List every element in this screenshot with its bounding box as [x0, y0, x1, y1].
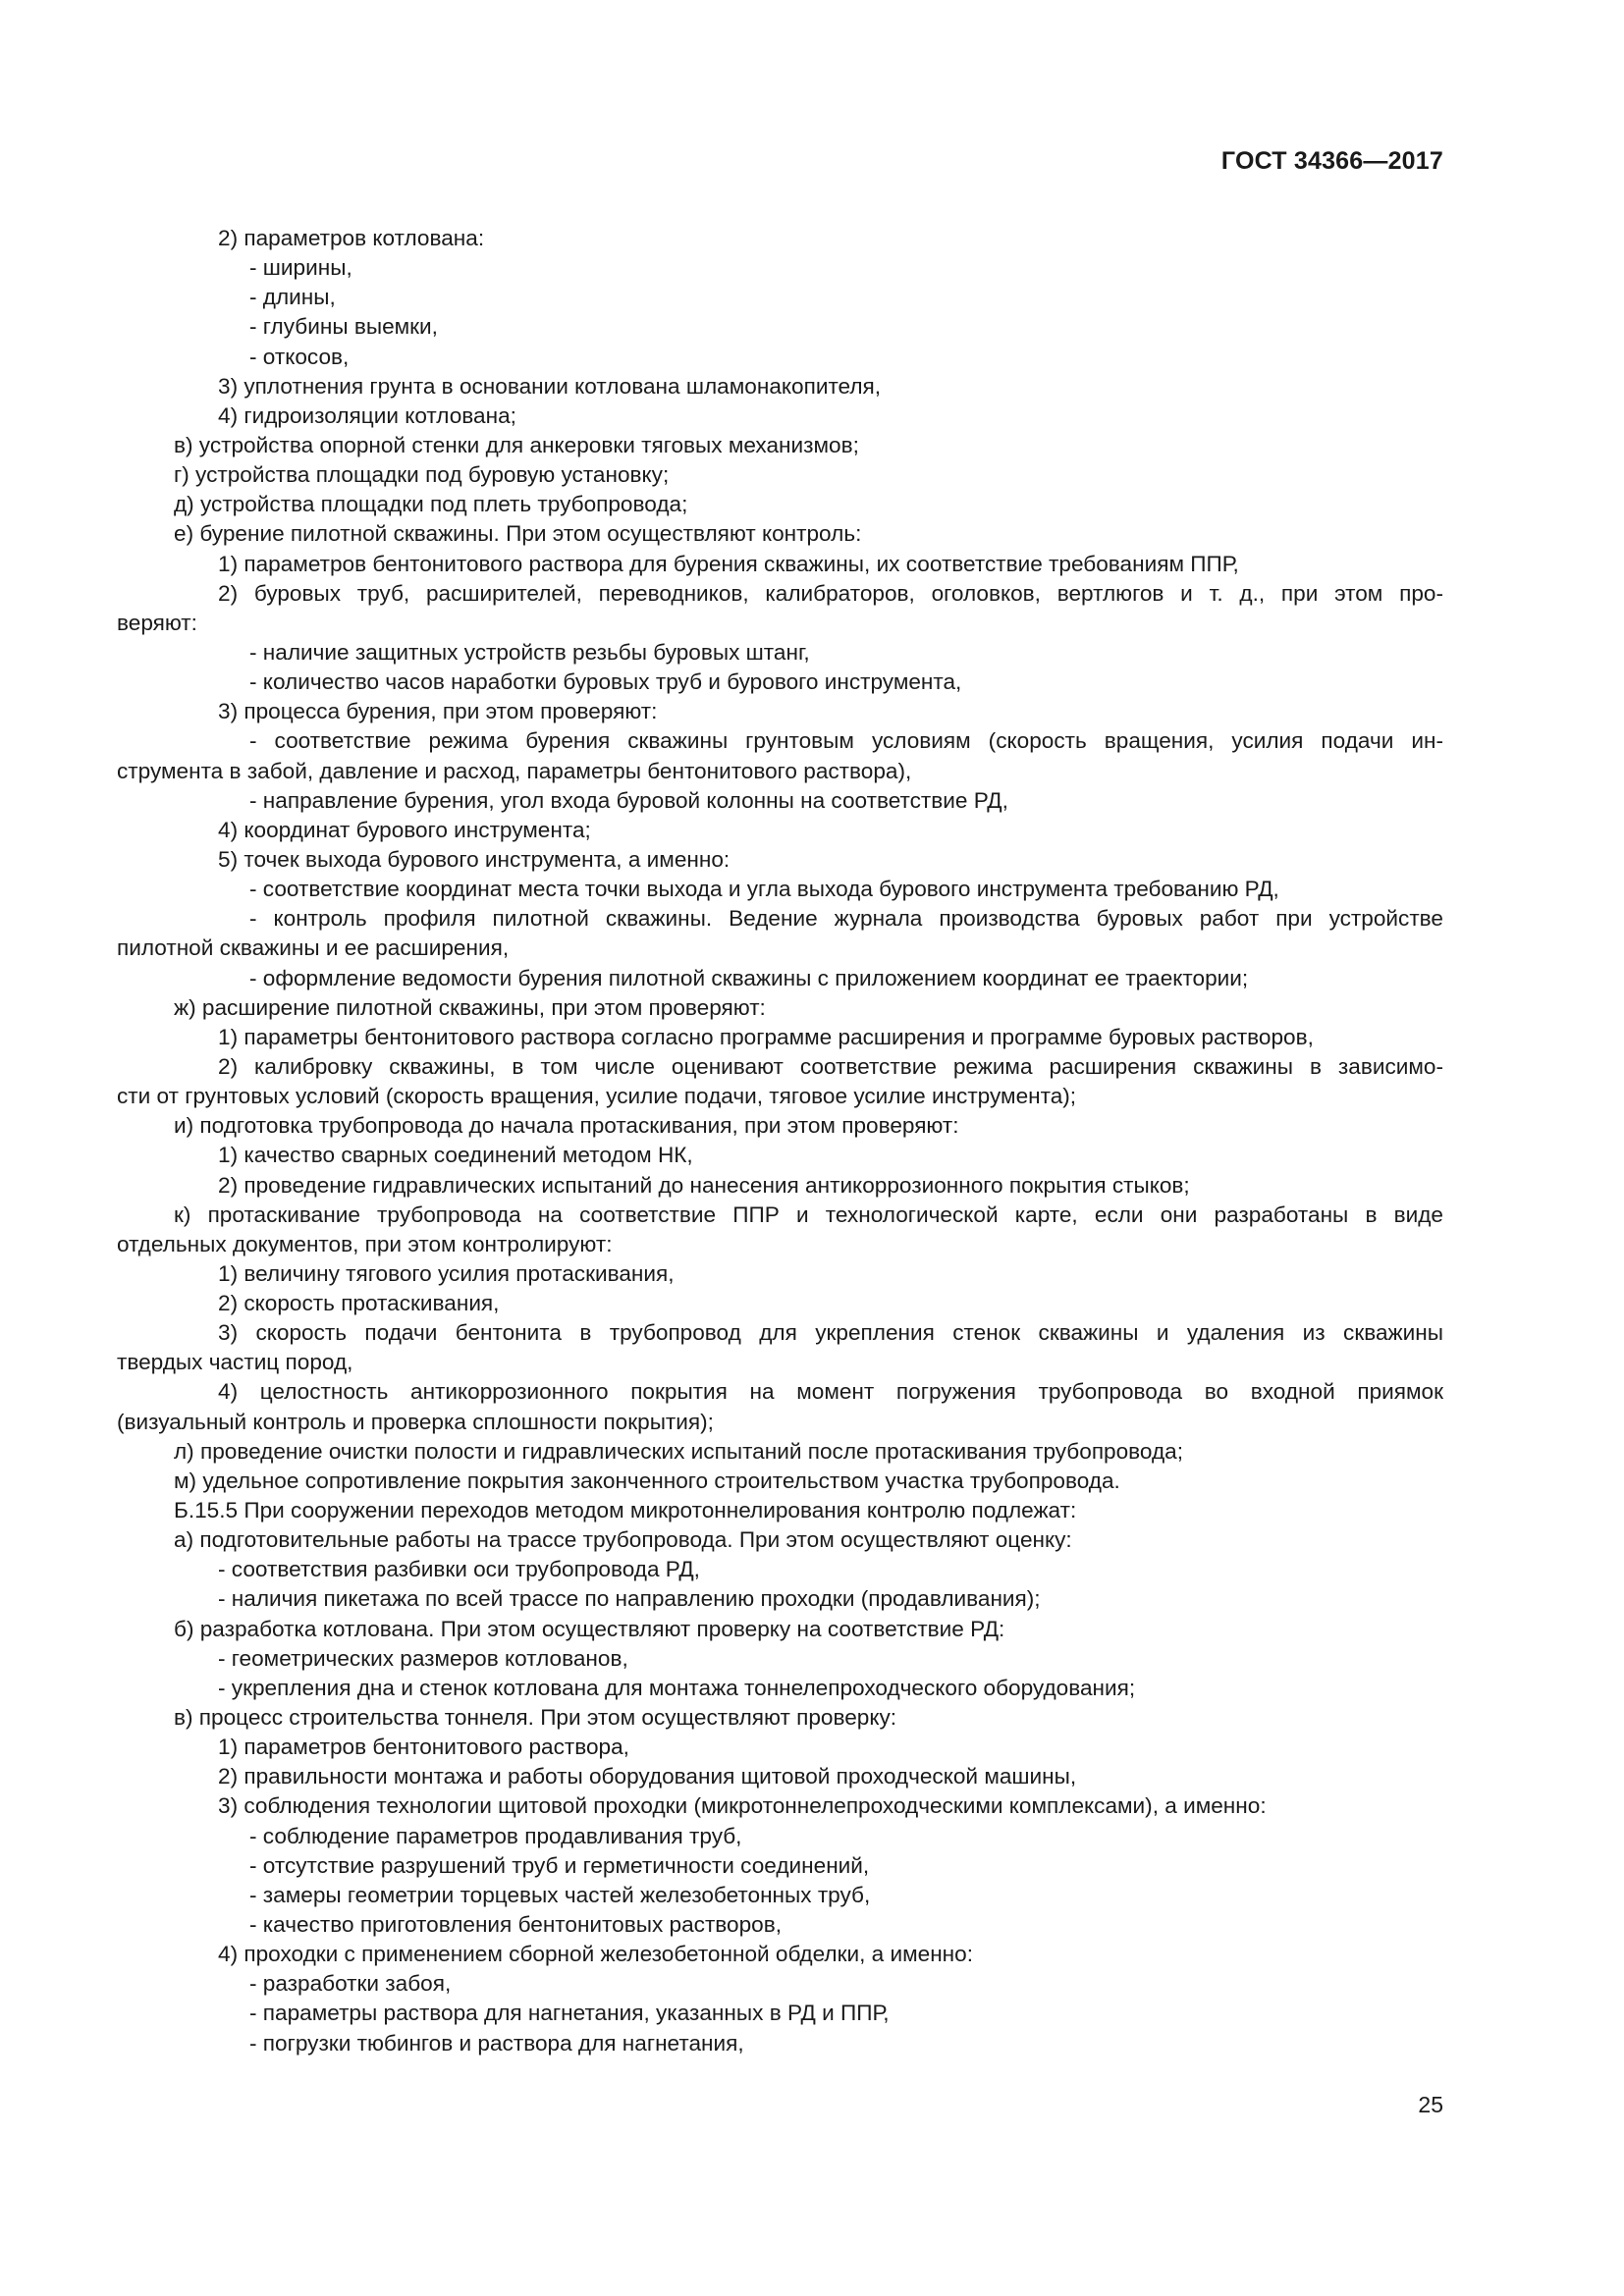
- text-line: струмента в забой, давление и расход, параметры бентонитового раствора),: [117, 758, 912, 783]
- text-line: м) удельное сопротивление покрытия законченного строительством участка трубопровода.: [174, 1468, 1120, 1493]
- text-line: 2) калибровку скважины, в том числе оценивают соответствие режима расширения скважины в зависимо-: [218, 1053, 1443, 1079]
- text-line: - глубины выемки,: [249, 314, 438, 340]
- text-line: твердых частиц пород,: [117, 1350, 353, 1375]
- text-line: в) устройства опорной стенки для анкеровки тяговых механизмов;: [174, 432, 859, 457]
- text-line: 4) гидроизоляции котлована;: [218, 402, 516, 428]
- text-line: к) протаскивание трубопровода на соответствие ППР и технологической карте, если они разработаны в виде: [174, 1201, 1443, 1227]
- text-line: - геометрических размеров котлованов,: [218, 1645, 628, 1671]
- text-line: 2) параметров котлована:: [218, 226, 485, 250]
- text-line: 1) параметров бентонитового раствора,: [218, 1735, 629, 1760]
- text-line: б) разработка котлована. При этом осуществляют проверку на соответствие РД:: [174, 1616, 1005, 1641]
- text-line: а) подготовительные работы на трассе трубопровода. При этом осуществляют оценку:: [174, 1527, 1072, 1553]
- text-line: 1) параметры бентонитового раствора согласно программе расширения и программе буровых растворов,: [218, 1024, 1314, 1049]
- text-line: 4) проходки с применением сборной железобетонной обделки, а именно:: [218, 1942, 974, 1967]
- text-line: - параметры раствора для нагнетания, указанных в РД и ППР,: [249, 2001, 890, 2026]
- text-line: - отсутствие разрушений труб и герметичности соединений,: [249, 1852, 870, 1878]
- text-line: 2) буровых труб, расширителей, переводников, калибраторов, оголовков, вертлюгов и т. д., при этом про-: [218, 580, 1443, 606]
- text-line: г) устройства площадки под буровую установку;: [174, 462, 670, 488]
- text-line: 5) точек выхода бурового инструмента, а именно:: [218, 846, 731, 872]
- text-line: пилотной скважины и ее расширения,: [117, 935, 510, 961]
- text-line: - количество часов наработки буровых труб и бурового инструмента,: [249, 669, 962, 695]
- text-line: - погрузки тюбингов и раствора для нагнетания,: [249, 2030, 744, 2056]
- page-number: 25: [1418, 2092, 1443, 2117]
- text-line: - оформление ведомости бурения пилотной скважины с приложением координат ее траектории;: [249, 965, 1249, 990]
- text-line: ж) расширение пилотной скважины, при этом проверяют:: [174, 994, 766, 1020]
- text-line: 3) скорость подачи бентонита в трубопровод для укрепления стенок скважины и удаления из скважины: [218, 1320, 1443, 1346]
- text-line: 2) скорость протаскивания,: [218, 1291, 500, 1316]
- text-line: 4) координат бурового инструмента;: [218, 817, 591, 842]
- text-line: - длины,: [249, 285, 336, 310]
- text-line: - соответствие режима бурения скважины грунтовым условиям (скорость вращения, усилия подачи ин-: [249, 728, 1443, 754]
- text-line: Б.15.5 При сооружении переходов методом микротоннелирования контролю подлежат:: [174, 1498, 1077, 1523]
- text-line: д) устройства площадки под плеть трубопровода;: [174, 492, 688, 517]
- text-line: - разработки забоя,: [249, 1971, 452, 1997]
- text-line: 3) уплотнения грунта в основании котлована шламонакопителя,: [218, 373, 882, 399]
- text-line: сти от грунтовых условий (скорость вращения, усилие подачи, тяговое усилие инструмента);: [117, 1084, 1077, 1109]
- text-line: - соответствие координат места точки выхода и угла выхода бурового инструмента требованию РД,: [249, 877, 1279, 902]
- text-line: - соответствия разбивки оси трубопровода РД,: [218, 1557, 700, 1582]
- text-line: - наличия пикетажа по всей трассе по направлению проходки (продавливания);: [218, 1586, 1041, 1612]
- text-line: 3) соблюдения технологии щитовой проходки (микротоннелепроходческими комплексами), а именно:: [218, 1793, 1267, 1819]
- text-line: - качество приготовления бентонитовых растворов,: [249, 1912, 783, 1938]
- text-line: в) процесс строительства тоннеля. При этом осуществляют проверку:: [174, 1705, 897, 1731]
- document-body: [117, 224, 1443, 2058]
- document-header-code: ГОСТ 34366—2017: [1220, 147, 1443, 175]
- text-line: - ширины,: [249, 255, 352, 281]
- text-line: (визуальный контроль и проверка сплошности покрытия);: [117, 1409, 714, 1434]
- text-line: отдельных документов, при этом контролируют:: [117, 1231, 613, 1256]
- text-line: - контроль профиля пилотной скважины. Ведение журнала производства буровых работ при устройстве: [249, 906, 1443, 932]
- text-line: 4) целостность антикоррозионного покрытия на момент погружения трубопровода во входной приямок: [218, 1379, 1443, 1405]
- text-line: 1) качество сварных соединений методом НК,: [218, 1143, 693, 1168]
- text-line: 3) процесса бурения, при этом проверяют:: [218, 699, 658, 724]
- text-line: л) проведение очистки полости и гидравлических испытаний после протаскивания трубопровода;: [174, 1438, 1184, 1464]
- text-line: - укрепления дна и стенок котлована для монтажа тоннелепроходческого оборудования;: [218, 1675, 1136, 1700]
- text-line: - направление бурения, угол входа буровой колонны на соответствие РД,: [249, 787, 1008, 813]
- text-line: 2) проведение гидравлических испытаний до нанесения антикоррозионного покрытия стыков;: [218, 1172, 1190, 1198]
- text-line: 1) величину тягового усилия протаскивания,: [218, 1260, 675, 1286]
- text-line: и) подготовка трубопровода до начала протаскивания, при этом проверяют:: [174, 1113, 959, 1139]
- text-line: веряют:: [117, 610, 197, 635]
- text-line: - замеры геометрии торцевых частей железобетонных труб,: [249, 1882, 871, 1907]
- text-line: - откосов,: [249, 344, 350, 369]
- text-line: 1) параметров бентонитового раствора для бурения скважины, их соответствие требованиям ППР,: [218, 551, 1239, 576]
- text-line: е) бурение пилотной скважины. При этом осуществляют контроль:: [174, 521, 862, 547]
- text-line: 2) правильности монтажа и работы оборудования щитовой проходческой машины,: [218, 1764, 1077, 1789]
- text-line: - наличие защитных устройств резьбы буровых штанг,: [249, 639, 810, 665]
- text-line: - соблюдение параметров продавливания труб,: [249, 1823, 742, 1848]
